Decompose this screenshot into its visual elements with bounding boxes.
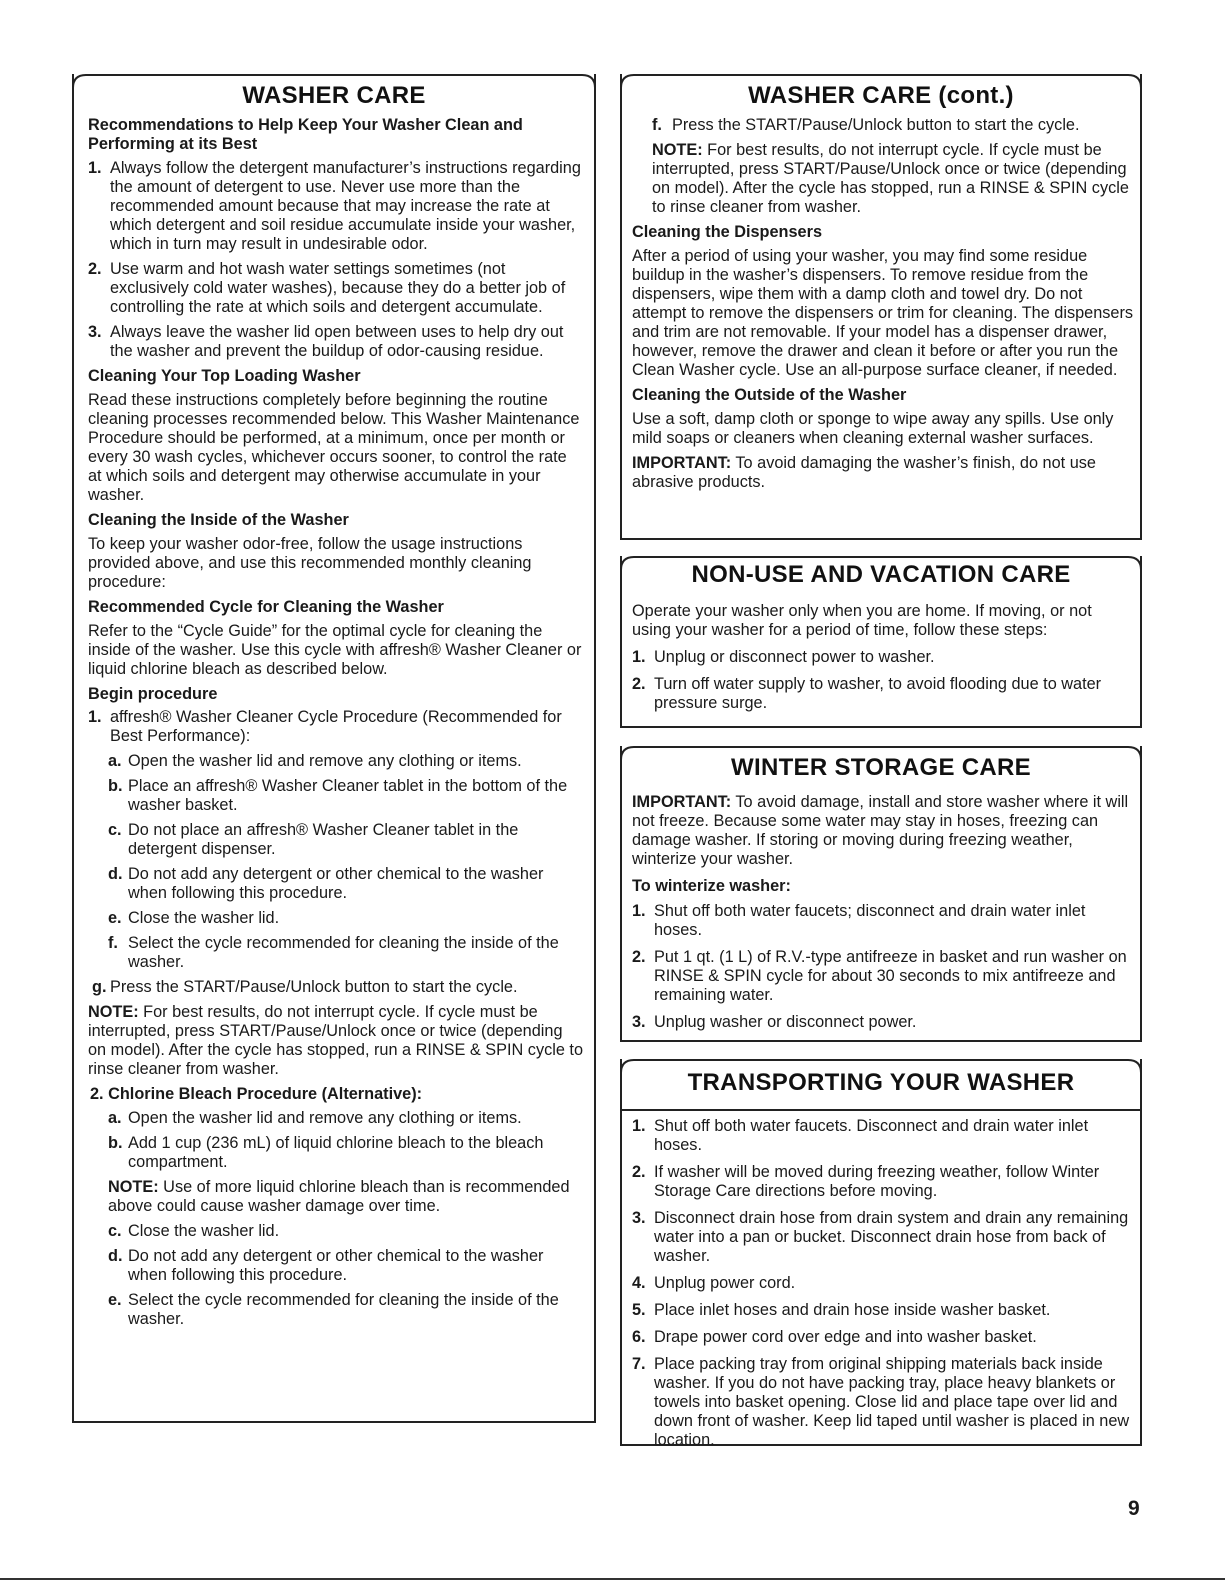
section-header <box>620 746 1142 786</box>
step-text: Do not add any detergent or other chemical to the washer when following this procedure. <box>128 1247 544 1284</box>
intro-text: Operate your washer only when you are home. If moving, or not using your washer for a period of time, follow these steps: <box>632 602 1092 639</box>
dispensers-text: After a period of using your washer, you may find some residue buildup in the washer’s dispensers. To remove residue from the dispensers, wipe them with a damp cloth and towel dry. Do not attempt to remove the dispensers or trim for cleaning. The dispensers and trim are not removable. If your model has a dispenser drawer, however, remove the drawer and clean it before or after you run the Clean Washer cycle. Use an all-purpose surface cleaner, if needed. <box>632 247 1134 379</box>
note-text: Use of more liquid chlorine bleach than is recommended above could cause washer damage over time. <box>108 1178 570 1215</box>
item-number: 4. <box>632 1274 646 1292</box>
list-item <box>88 260 584 317</box>
step-text: Place an affresh® Washer Cleaner tablet in the bottom of the washer basket. <box>128 777 568 814</box>
sub-step <box>88 1247 584 1285</box>
step-text: Do not place an affresh® Washer Cleaner tablet in the detergent dispenser. <box>128 821 519 858</box>
list-item <box>632 1355 1134 1450</box>
non-use-section <box>620 556 1142 728</box>
list-item <box>632 1328 1134 1347</box>
note-paragraph <box>88 1178 584 1216</box>
list-item <box>88 323 584 361</box>
step-letter: e. <box>108 1291 122 1309</box>
item-text: Always follow the detergent manufacturer’s instructions regarding the amount of detergent to use. Never use more than the recommended amount because that may increase the rate at which detergent and soil residue accumulate inside your washer, which in turn may result in undesirable odor. <box>110 159 581 253</box>
step-letter: d. <box>108 1247 123 1265</box>
step-text: Close the washer lid. <box>128 1222 280 1240</box>
list-item <box>632 948 1134 1005</box>
item-number: 1. <box>632 648 646 666</box>
recommendations-heading: Recommendations to Help Keep Your Washer Clean and Performing at its Best <box>88 116 523 153</box>
note-text: For best results, do not interrupt cycle. If cycle must be interrupted, press START/Pause/Unlock once or twice (depending on model). After the cycle has stopped, run a RINSE & SPIN cycle to rinse cleaner from washer. <box>652 141 1129 216</box>
step-letter: b. <box>108 1134 123 1152</box>
step-text: Open the washer lid and remove any clothing or items. <box>128 752 522 770</box>
section-header <box>72 74 596 114</box>
item-text: Place inlet hoses and drain hose inside washer basket. <box>654 1301 1051 1319</box>
step-text: Select the cycle recommended for cleaning the inside of the washer. <box>128 1291 559 1328</box>
step-letter: a. <box>108 1109 122 1127</box>
sub-step <box>88 777 584 815</box>
important-text: To avoid damaging the washer’s finish, do not use abrasive products. <box>632 454 1096 491</box>
list-item <box>632 1013 1134 1032</box>
sub-step <box>632 116 1134 135</box>
item-number: 2. <box>632 675 646 693</box>
sub-step <box>88 1134 584 1172</box>
list-item <box>632 1163 1134 1201</box>
item-text: If washer will be moved during freezing weather, follow Winter Storage Care directions before moving. <box>654 1163 1100 1200</box>
step-text: Close the washer lid. <box>128 909 280 927</box>
sub-step <box>88 1222 584 1241</box>
list-item <box>632 1117 1134 1155</box>
sub-step <box>88 865 584 903</box>
item-number: 6. <box>632 1328 646 1346</box>
item-number: 2. <box>632 948 646 966</box>
winter-storage-section <box>620 746 1142 1042</box>
item-number: 2. <box>632 1163 646 1181</box>
item-text: Drape power cord over edge and into washer basket. <box>654 1328 1037 1346</box>
outside-heading: Cleaning the Outside of the Washer <box>632 386 907 404</box>
item-text: Disconnect drain hose from drain system and drain any remaining water into a pan or bucket. Disconnect drain hose from back of washer. <box>654 1209 1129 1265</box>
item-number: 2. <box>88 260 102 278</box>
step-letter: c. <box>108 1222 122 1240</box>
item-text: Always leave the washer lid open between uses to help dry out the washer and prevent the buildup of odor-causing residue. <box>110 323 564 360</box>
item-number: 3. <box>632 1209 646 1227</box>
note-text: For best results, do not interrupt cycle. If cycle must be interrupted, press START/Pause/Unlock once or twice (depending on model). After the cycle has stopped, run a RINSE & SPIN cycle to rinse cleaner from washer. <box>88 1003 584 1078</box>
item-number: 7. <box>632 1355 646 1373</box>
inside-heading: Cleaning the Inside of the Washer <box>88 511 349 529</box>
cycle-heading: Recommended Cycle for Cleaning the Washer <box>88 598 444 616</box>
washer-care-cont-section <box>620 74 1142 540</box>
item-number: 5. <box>632 1301 646 1319</box>
step-letter: a. <box>108 752 122 770</box>
transporting-section <box>620 1059 1142 1449</box>
sub-step <box>88 934 584 972</box>
item-text: Turn off water supply to washer, to avoid flooding due to water pressure surge. <box>654 675 1102 712</box>
important-paragraph <box>632 454 1134 492</box>
winterize-heading: To winterize washer: <box>632 877 791 895</box>
step-letter: e. <box>108 909 122 927</box>
dispensers-heading: Cleaning the Dispensers <box>632 223 823 241</box>
step-letter: f. <box>652 116 662 134</box>
sub-step <box>88 978 584 997</box>
item-text: Shut off both water faucets. Disconnect and drain water inlet hoses. <box>654 1117 1089 1154</box>
step-text: Select the cycle recommended for cleaning the inside of the washer. <box>128 934 559 971</box>
top-loading-text: Read these instructions completely before beginning the routine cleaning processes recommended below. This Washer Maintenance Procedure should be performed, at a minimum, once per month or every 30 wash cycles, whichever occurs sooner, to control the rate at which soils and detergent may otherwise accumulate in your washer. <box>88 391 580 504</box>
note-label: NOTE: <box>108 1178 159 1196</box>
note-paragraph <box>632 141 1134 217</box>
list-item <box>632 1209 1134 1266</box>
step-text: Add 1 cup (236 mL) of liquid chlorine bleach to the bleach compartment. <box>128 1134 544 1171</box>
list-item <box>632 648 1134 667</box>
sub-step <box>88 1109 584 1128</box>
list-item <box>88 159 584 254</box>
item-number: 1. <box>88 159 102 177</box>
step-text: Open the washer lid and remove any clothing or items. <box>128 1109 522 1127</box>
cycle-text: Refer to the “Cycle Guide” for the optimal cycle for cleaning the inside of the washer. Use this cycle with affresh® Washer Cleaner or liquid chlorine bleach as described below. <box>88 622 582 678</box>
note-label: NOTE: <box>88 1003 139 1021</box>
step-text: Do not add any detergent or other chemical to the washer when following this procedure. <box>128 865 544 902</box>
step-letter: d. <box>108 865 123 883</box>
sub-step <box>88 1291 584 1329</box>
note-paragraph <box>88 1003 584 1079</box>
begin-heading: Begin procedure <box>88 685 218 703</box>
list-item <box>632 902 1134 940</box>
washer-care-section <box>72 74 596 1423</box>
section-title: WASHER CARE <box>242 82 426 109</box>
list-item <box>632 675 1134 713</box>
section-header <box>620 556 1142 606</box>
note-label: NOTE: <box>652 141 703 159</box>
section-title: WASHER CARE (cont.) <box>748 82 1014 109</box>
list-item <box>632 1301 1134 1320</box>
item-text: Place packing tray from original shipping materials back inside washer. If you do not have packing tray, place heavy blankets or towels into basket opening. Close lid and place tape over lid and down front of washer. Keep lid taped until washer is placed in new location. <box>654 1355 1130 1449</box>
inside-text: To keep your washer odor-free, follow the usage instructions provided above, and use this recommended monthly cleaning procedure: <box>88 535 532 591</box>
procedure-1 <box>88 708 584 746</box>
step-text: Press the START/Pause/Unlock button to start the cycle. <box>110 978 518 996</box>
item-text: Unplug power cord. <box>654 1274 796 1292</box>
top-loading-heading: Cleaning Your Top Loading Washer <box>88 367 361 385</box>
item-number: 3. <box>632 1013 646 1031</box>
item-text: Unplug washer or disconnect power. <box>654 1013 917 1031</box>
transport-rule <box>622 1109 1140 1111</box>
item-number: 1. <box>88 708 102 726</box>
item-text: Unplug or disconnect power to washer. <box>654 648 935 666</box>
step-letter: f. <box>108 934 118 952</box>
step-letter: c. <box>108 821 122 839</box>
step-text: Press the START/Pause/Unlock button to start the cycle. <box>672 116 1080 134</box>
section-title: TRANSPORTING YOUR WASHER <box>687 1069 1075 1096</box>
step-letter: g. <box>92 978 107 996</box>
list-item <box>632 1274 1134 1293</box>
item-number: 3. <box>88 323 102 341</box>
item-number: 1. <box>632 902 646 920</box>
item-text: Put 1 qt. (1 L) of R.V.-type antifreeze in basket and run washer on RINSE & SPIN cycle for about 30 seconds to mix antifreeze and remaining water. <box>654 948 1127 1004</box>
section-header <box>620 74 1142 114</box>
item-text: Shut off both water faucets; disconnect and drain water inlet hoses. <box>654 902 1086 939</box>
item-number: 1. <box>632 1117 646 1135</box>
section-title: NON-USE AND VACATION CARE <box>691 561 1071 588</box>
section-title: WINTER STORAGE CARE <box>731 754 1031 781</box>
step-letter: b. <box>108 777 123 795</box>
important-paragraph <box>632 793 1134 869</box>
outside-text: Use a soft, damp cloth or sponge to wipe away any spills. Use only mild soaps or cleaners when cleaning external washer surfaces. <box>632 410 1114 447</box>
page-number: 9 <box>1128 1497 1140 1520</box>
sub-step <box>88 821 584 859</box>
procedure-2-heading: 2. Chlorine Bleach Procedure (Alternative): <box>90 1085 423 1103</box>
section-header <box>620 1059 1142 1111</box>
item-text: affresh® Washer Cleaner Cycle Procedure (Recommended for Best Performance): <box>110 708 562 745</box>
item-text: Use warm and hot wash water settings sometimes (not exclusively cold water washes), because they do a better job of controlling the rate at which soils and detergent accumulate. <box>110 260 566 316</box>
sub-step <box>88 909 584 928</box>
important-label: IMPORTANT: <box>632 454 732 472</box>
important-text: To avoid damage, install and store washer where it will not freeze. Because some water may stay in hoses, freezing can damage washer. If storing or moving during freezing weather, winterize your washer. <box>632 793 1129 868</box>
bottom-rule <box>0 1578 1225 1580</box>
important-label: IMPORTANT: <box>632 793 732 811</box>
sub-step <box>88 752 584 771</box>
